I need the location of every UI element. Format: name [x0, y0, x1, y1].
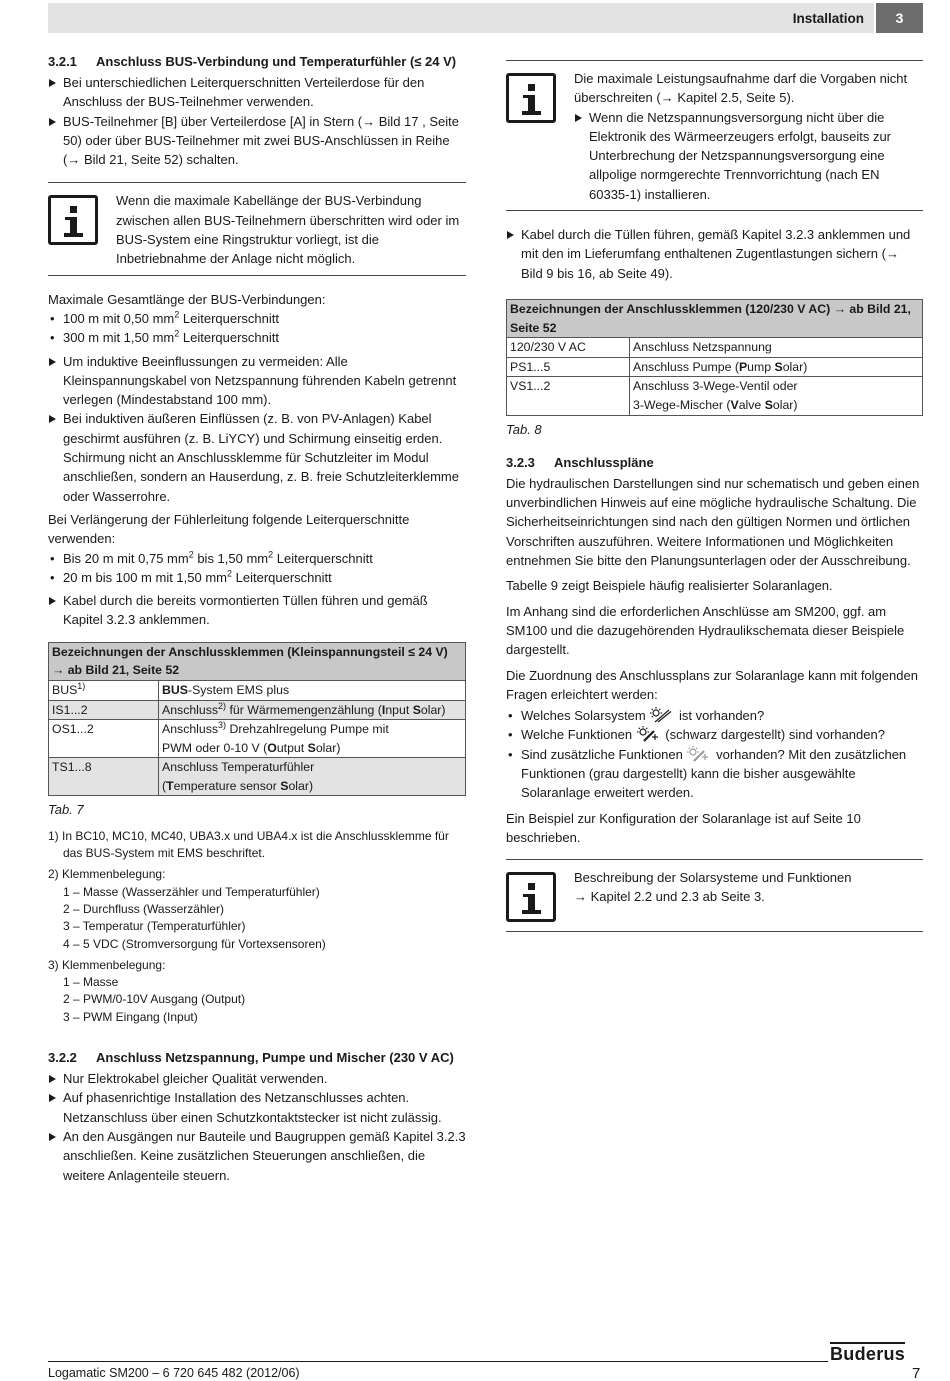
table-row: OS1...2 Anschluss$^{3)}$ Drehzahlregelung Pumpe mit PWM oder 0-10 V (Output Solar)	[49, 720, 466, 758]
info-icon	[48, 195, 98, 245]
info-note-text: Die maximale Leistungsaufnahme darf die Vorgaben nicht überschreiten (→ Kapitel 2.5, Seite 5).	[574, 71, 908, 106]
header-bar	[48, 3, 874, 33]
table-row: 120/230 V AC Anschluss Netzspannung	[507, 338, 923, 358]
section-3-2-3-heading: 3.2.3 Anschlusspläne	[506, 454, 654, 470]
info-note-text: Beschreibung der Solarsysteme und Funktionen	[574, 870, 852, 886]
list-item: • 100 m mit 0,50 $mm^2$ Leiterquerschnitt	[48, 309, 466, 328]
table-row: IS1...2 Anschluss$^{2)}$ für Wärmemengenzählung (Input Solar)	[49, 700, 466, 720]
step-item: An den Ausgängen nur Bauteile und Baugruppen gemäß Kapitel 3.2.3 anschließen. Keine zusätzlichen Steuerungen anschließen, die weitere Anlagenteile steuern.	[48, 1127, 466, 1185]
table-row: TS1...8 Anschluss Temperaturfühler (Temperature sensor Solar)	[49, 758, 466, 796]
step-item: Bei induktiven äußeren Einflüssen (z. B. von PV-Anlagen) Kabel geschirmt ausführen (z. B. LiYCY) und Schirmung einseitig erden. Schirmung nicht an Anschlussklemme für Schutzleiter im Modul anschließen, sondern an Hauserdung, z. B. freie Schutzleiterklemme oder Wasserrohre.	[48, 409, 466, 505]
info-note	[506, 60, 923, 211]
table-7	[48, 642, 466, 797]
list-item: • Sind zusätzliche Funktionen vorhanden? Mit den zusätzlichen Funktionen (grau dargestellt) kann die bisher ausgewählte Solaranlage erweitert werden.	[506, 745, 923, 803]
table-row: PS1...5 Anschluss Pumpe (Pump Solar)	[507, 357, 923, 377]
list-item: • Welches Solarsystem ist vorhanden?	[506, 706, 923, 725]
paragraph: Tabelle 9 zeigt Beispiele häufig realisierter Solaranlagen.	[506, 578, 833, 594]
list-item: • Bis 20 m mit 0,75 $mm^2$ bis 1,50 $mm^2$ Leiterquerschnitt	[48, 549, 466, 568]
info-icon	[506, 872, 556, 922]
table-header: Bezeichnungen der Anschlussklemmen (120/230 V AC) → ab Bild 21, Seite 52	[507, 299, 923, 337]
list-item: • 300 m mit 1,50 $mm^2$ Leiterquerschnitt	[48, 328, 466, 347]
step-item: Um induktive Beeinflussungen zu vermeiden: Alle Kleinspannungskabel von Netzspannung führenden Kabeln getrennt verlegen (Mindestabstand 100 mm).	[48, 352, 466, 410]
page-number: 7	[912, 1365, 921, 1381]
list-item: • Welche Funktionen (schwarz dargestellt) sind vorhanden?	[506, 725, 923, 744]
info-note	[48, 182, 466, 275]
info-icon	[506, 73, 556, 123]
table-caption: Tab. 8	[506, 421, 542, 437]
info-note	[506, 859, 923, 932]
step-item: Kabel durch die Tüllen führen, gemäß Kapitel 3.2.3 anklemmen und mit den im Lieferumfang enthaltenen Zugentlastungen sichern (→ Bild 9 bis 16, ab Seite 49).	[506, 225, 923, 283]
info-note-text: → Kapitel 2.2 und 2.3 ab Seite 3.	[574, 889, 765, 905]
list-item: • 20 m bis 100 m mit 1,50 $mm^2$ Leiterquerschnitt	[48, 568, 466, 587]
step-item: Bei unterschiedlichen Leiterquerschnitten Verteilerdose für den Anschluss der BUS-Teilnehmer verwenden.	[48, 73, 466, 112]
table-caption: Tab. 7	[48, 802, 84, 818]
table-row: VS1...2 Anschluss 3-Wege-Ventil oder 3-Wege-Mischer (Valve Solar)	[507, 377, 923, 415]
table-row: BUS$^{1)}$ BUS-System EMS plus	[49, 680, 466, 700]
left-column	[48, 52, 466, 1185]
sun-function-icon	[636, 726, 662, 742]
table-8	[506, 299, 923, 416]
footnotes: 1) In BC10, MC10, MC40, UBA3.x und UBA4.x ist die Anschlussklemme für das BUS-System mit EMS beschriftet. 2) Klemmenbelegung: 1 – Masse (Wasserzähler und Temperaturfühler) 2 – Durchfluss (Wasserzähler) 3 – Temperatur (Temperaturfühler) 4 – 5 VDC (Stromversorgung für Vortexsensoren) 3) Klemmenbelegung: 1 – Masse 2 – PWM/0-10V Ausgang (Output) 3 – PWM Eingang (Input)	[48, 828, 449, 1024]
header-title: Installation	[792, 11, 864, 26]
footer-rule	[48, 1361, 828, 1362]
extension-intro: Bei Verlängerung der Fühlerleitung folgende Leiterquerschnitte verwenden:	[48, 511, 410, 547]
step-item: Kabel durch die bereits vormontierten Tüllen führen und gemäß Kapitel 3.2.3 anklemmen.	[48, 591, 466, 630]
section-3-2-1-heading: 3.2.1 Anschluss BUS-Verbindung und Temperaturfühler (≤ 24 V)	[48, 54, 457, 69]
max-length-intro: Maximale Gesamtlänge der BUS-Verbindungen:	[48, 291, 326, 307]
paragraph: Ein Beispiel zur Konfiguration der Solaranlage ist auf Seite 10 beschrieben.	[506, 810, 861, 845]
step-item: BUS-Teilnehmer [B] über Verteilerdose [A] in Stern (→ Bild 17 , Seite 50) oder über BUS-Teilnehmer mit zwei BUS-Anschlüssen in Reihe (→ Bild 21, Seite 52) schalten.	[48, 112, 466, 170]
step-item: Nur Elektrokabel gleicher Qualität verwenden.	[48, 1069, 466, 1088]
sun-system-icon	[649, 707, 675, 723]
info-note-text: Wenn die maximale Kabellänge der BUS-Verbindung zwischen allen BUS-Teilnehmern überschritten wird oder im BUS-System eine Ringstruktur vorliegt, ist die Inbetriebnahme der Anlage nicht möglich.	[116, 193, 460, 267]
step-item: Wenn die Netzspannungsversorgung nicht über die Elektronik des Wärmeerzeugers erfolgt, bauseits zur Unterbrechung der Netzspannungsversorgung eine allpolige normgerechte Trennvorrichtung (nach EN 60335-1) installieren.	[574, 108, 923, 204]
table-header: Bezeichnungen der Anschlussklemmen (Kleinspannungsteil ≤ 24 V) → ab Bild 21, Seite 52	[49, 642, 466, 680]
step-item: Auf phasenrichtige Installation des Netzanschlusses achten. Netzanschluss über einen Schutzkontaktstecker ist nicht zulässig.	[48, 1088, 466, 1127]
sun-function-grey-icon	[686, 746, 712, 762]
paragraph: Die hydraulischen Darstellungen sind nur schematisch und geben einen unverbindlichen Hinweis auf eine mögliche hydraulische Schaltung. Die Sicherheitseinrichtungen sind nach den gültigen Normen und örtlichen Vorschriften auszuführen. Weitere Informationen und Möglichkeiten entnehmen Sie bitte den Planungsunterlagen oder der Ausschreibung.	[506, 475, 920, 569]
right-column	[506, 60, 923, 946]
brand-logo: Buderus	[830, 1344, 906, 1364]
chapter-number: 3	[876, 3, 923, 33]
paragraph: Im Anhang sind die erforderlichen Anschlüsse am SM200, ggf. am SM100 und die dazugehörenden Hydraulikschemata dieser Beispiele dargestellt.	[506, 603, 905, 658]
section-3-2-2-heading: 3.2.2 Anschluss Netzspannung, Pumpe und Mischer (230 V AC)	[48, 1050, 454, 1066]
paragraph: Die Zuordnung des Anschlussplans zur Solaranlage kann mit folgenden Fragen erleichtert werden:	[506, 667, 918, 702]
footer-doc-id: Logamatic SM200 – 6 720 645 482 (2012/06)	[48, 1366, 300, 1380]
